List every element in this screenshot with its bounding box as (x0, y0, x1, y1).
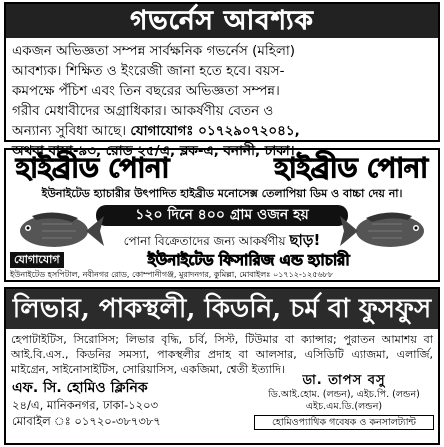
hatchery-address: ইউনাইটেড হসপিটাল, নবীনগর রোড, কোম্পানীগঞ্জ, মুরাদনগর, কুমিল্লা, মোবাইলঃ ০১৭১২-১২৫৬৮৮ (10, 270, 334, 279)
hatchery-name: ইউনাইটেড ফিসারিজ এন্ড হ্যাচারী (147, 251, 350, 269)
governess-ad-line: একজন অভিজ্ঞতা সম্পন্ন সার্বক্ষনিক গভর্নেস (মহিলা) (12, 43, 296, 59)
governess-ad-contact: যোগাযোগঃ ০১৭২৯০৭২০৪১, (130, 123, 300, 139)
clinic-ad-heading: লিভার, পাকস্থলী, কিডনি, চর্ম বা ফুসফুস (6, 289, 438, 329)
clinic-block (12, 379, 161, 429)
doctor-name: ডা. তাপস বসু (302, 373, 386, 388)
governess-ad-address: অথবা বাসা-৯৩, রোড ২৫/এ, ব্লক-এ, বনানী, ঢাকা। (12, 143, 295, 159)
governess-ad-body (6, 38, 438, 161)
hybrid-fish-ad (4, 148, 440, 282)
clinic-address: ২৪/এ, মানিকনগর, ঢাকা-১২০৩ (12, 398, 159, 412)
hybrid-fish-subline: ইউনাইটেড হ্যাচারীর উৎপাদিত হাইব্রীড মনোসেক্স তেলাপিয়া ডিম ও বাচ্চা দেয় না। (41, 187, 403, 200)
governess-ad-line: কমপক্ষে পঁচিশ এবং তিন বছরের অভিজ্ঞতা সম্পন্ন। (12, 83, 280, 99)
governess-ad-heading: গভর্নেস আবশ্যক (6, 4, 438, 38)
hybrid-fish-heading-right: হাইব্রীড পোনা (274, 153, 428, 184)
homeo-clinic-ad (4, 287, 440, 445)
doctor-degree: এইচ.এম.ডি.(লন্ডন) (305, 401, 383, 412)
discount-label: ছাড়! (289, 231, 321, 249)
governess-ad-line: আবশ্যক। শিক্ষিত ও ইংরেজী জানা হতে হবে। বয়স- (12, 63, 285, 79)
clinic-name: এফ. সি. হোমিও ক্লিনিক (12, 380, 148, 396)
governess-ad-line (12, 121, 432, 141)
disease-list: হেপাটাইটিস, সিরোসিস; লিভার বৃদ্ধি, চর্বি, সিস্ট, টিউমার বা ক্যান্সার; পুরাতন আমাশয় বা আই.বি.এস., কিডনির সমস্যা, পাকস্থলীর প্রদাহ বা আলসার, এসিডিটি এ্যাজমা, এলার্জি, মাইগ্রেন, সাইনোসাইটিস, সোরিয়াসিস, একজিমা, শ্বেতী ইত্যাদি। (11, 333, 433, 376)
contact-tag: যোগাযোগ (10, 252, 64, 268)
clinic-info (6, 373, 438, 441)
clinic-mobile: মোবাইল ঃ ০১৭২০-৩৮৭৩৮৭ (12, 414, 161, 428)
tilapia-fish-image-left (12, 210, 104, 252)
hatchery-contact-row (10, 251, 434, 269)
governess-ad-benefits: অন্যান্য সুবিধা আছে। (12, 123, 131, 139)
tilapia-fish-image-right (340, 210, 432, 252)
dealer-offer-text: পোনা বিক্রেতাদের জন্য আকর্ষণীয় (123, 234, 290, 248)
doctor-block (254, 373, 434, 430)
doctor-role: হোমিওপ্যাথিক গবেষক ও কনসালট্যান্ট (254, 415, 434, 430)
governess-ad-line: গরীব মেধাবীদের অগ্রাধিকার। আকর্ষণীয় বেতন ও (12, 103, 274, 119)
governess-ad (4, 2, 440, 159)
hybrid-fish-heading-left: হাইব্রীড পোনা (16, 153, 170, 184)
weight-banner: ১২০ দিনে ৪০০ গ্রাম ওজন হয় (96, 205, 348, 226)
doctor-degree: ডি.আই.হোম. (লন্ডন), এইচ.পি. (লন্ডন) (268, 389, 420, 400)
hybrid-fish-headings (10, 152, 434, 186)
